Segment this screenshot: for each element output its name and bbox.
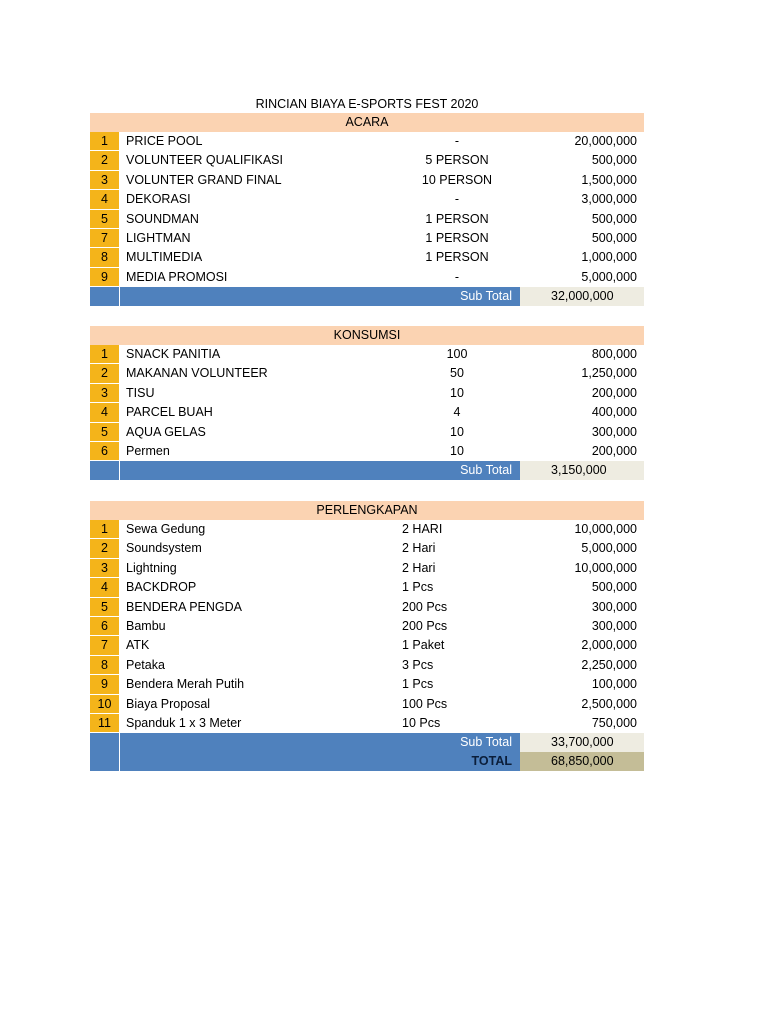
- section-konsumsi: [90, 326, 644, 480]
- item-quantity: 2 Hari: [402, 541, 436, 556]
- item-name: VOLUNTEER QUALIFIKASI: [126, 153, 283, 168]
- item-quantity: -: [454, 269, 460, 284]
- item-name: ATK: [126, 638, 150, 653]
- row-number: 7: [90, 636, 119, 655]
- item-amount: 500,000: [591, 153, 637, 168]
- total-label: TOTAL: [471, 754, 512, 769]
- table-row: [90, 695, 644, 714]
- item-name: Permen: [126, 443, 170, 458]
- row-number: 5: [90, 210, 119, 229]
- item-quantity: 100 Pcs: [402, 696, 448, 711]
- item-name: Bendera Merah Putih: [126, 677, 245, 692]
- item-name: PRICE POOL: [126, 134, 203, 148]
- table-row: [90, 714, 644, 733]
- table-row: [90, 384, 644, 403]
- item-amount: 500,000: [591, 230, 637, 245]
- item-quantity: 200 Pcs: [402, 618, 448, 633]
- row-number: 1: [90, 520, 119, 539]
- table-row: [90, 171, 644, 190]
- table-row: [90, 248, 644, 267]
- document-title: RINCIAN BIAYA E-SPORTS FEST 2020: [255, 97, 479, 111]
- subtotal-label: Sub Total: [460, 463, 512, 478]
- item-quantity: 10: [450, 443, 464, 458]
- subtotal-bar: [90, 461, 520, 480]
- row-number: 1: [90, 345, 119, 364]
- item-quantity: 10: [450, 424, 464, 439]
- table-row: [90, 520, 644, 539]
- subtotal-row: [90, 287, 644, 306]
- item-name: DEKORASI: [126, 192, 191, 207]
- section-header: ACARA: [90, 113, 644, 132]
- item-amount: 200,000: [591, 443, 637, 458]
- item-amount: 2,000,000: [581, 638, 637, 653]
- item-name: Sewa Gedung: [126, 522, 206, 536]
- item-quantity: 2 HARI: [402, 522, 443, 536]
- row-number: 4: [90, 190, 119, 209]
- item-name: Petaka: [126, 657, 165, 672]
- item-amount: 10,000,000: [574, 522, 637, 536]
- item-amount: 2,500,000: [581, 696, 637, 711]
- row-number: 3: [90, 559, 119, 578]
- subtotal-row: [90, 733, 644, 752]
- subtotal-value: 32,000,000: [520, 287, 644, 306]
- section-header: PERLENGKAPAN: [90, 501, 644, 520]
- item-amount: 1,500,000: [581, 172, 637, 187]
- item-name: Spanduk 1 x 3 Meter: [126, 715, 242, 730]
- item-quantity: 10: [450, 385, 464, 400]
- item-amount: 20,000,000: [574, 134, 637, 148]
- table-row: [90, 345, 644, 364]
- item-name: SOUNDMAN: [126, 211, 199, 226]
- item-amount: 500,000: [591, 211, 637, 226]
- item-amount: 800,000: [591, 347, 637, 361]
- row-number: 3: [90, 384, 119, 403]
- item-quantity: 1 Paket: [402, 638, 445, 653]
- item-quantity: 4: [453, 405, 461, 420]
- item-name: BACKDROP: [126, 580, 197, 595]
- table-row: [90, 268, 644, 287]
- subtotal-row: [90, 461, 644, 480]
- row-number: 11: [90, 714, 119, 733]
- item-amount: 100,000: [591, 677, 637, 692]
- item-name: TISU: [126, 385, 155, 400]
- item-amount: 400,000: [591, 405, 637, 420]
- item-amount: 300,000: [591, 599, 637, 614]
- row-number: 4: [90, 578, 119, 597]
- item-amount: 10,000,000: [574, 560, 637, 575]
- subtotal-label: Sub Total: [460, 735, 512, 750]
- item-name: MEDIA PROMOSI: [126, 269, 228, 284]
- item-name: VOLUNTER GRAND FINAL: [126, 172, 282, 187]
- item-amount: 5,000,000: [581, 269, 637, 284]
- table-row: [90, 403, 644, 422]
- section-header: KONSUMSI: [90, 326, 644, 345]
- item-quantity: 200 Pcs: [402, 599, 448, 614]
- item-name: Soundsystem: [126, 541, 202, 556]
- item-amount: 1,000,000: [581, 250, 637, 265]
- item-name: SNACK PANITIA: [126, 347, 221, 361]
- item-amount: 2,250,000: [581, 657, 637, 672]
- row-number: 9: [90, 675, 119, 694]
- row-number: 8: [90, 248, 119, 267]
- item-amount: 200,000: [591, 385, 637, 400]
- grand-total-row: [90, 752, 644, 771]
- item-quantity: 10 Pcs: [402, 715, 441, 730]
- item-quantity: 1 PERSON: [425, 230, 489, 245]
- table-row: [90, 636, 644, 655]
- item-amount: 3,000,000: [581, 192, 637, 207]
- item-name: PARCEL BUAH: [126, 405, 213, 420]
- row-number: 6: [90, 617, 119, 636]
- table-row: [90, 151, 644, 170]
- row-number: 1: [90, 132, 119, 151]
- item-amount: 500,000: [591, 580, 637, 595]
- table-row: [90, 598, 644, 617]
- row-number: 4: [90, 403, 119, 422]
- item-quantity: 10 PERSON: [421, 172, 493, 187]
- row-number: 9: [90, 268, 119, 287]
- total-bar: [90, 752, 520, 771]
- item-quantity: 3 Pcs: [402, 657, 434, 672]
- row-number: 10: [90, 695, 119, 714]
- item-quantity: 50: [450, 366, 464, 381]
- row-number: 2: [90, 151, 119, 170]
- item-quantity: 2 Hari: [402, 560, 436, 575]
- table-row: [90, 132, 644, 151]
- row-number: 2: [90, 364, 119, 383]
- item-name: Lightning: [126, 560, 177, 575]
- row-number: 8: [90, 656, 119, 675]
- total-value: 68,850,000: [520, 752, 644, 771]
- item-quantity: 5 PERSON: [425, 153, 489, 168]
- table-row: [90, 364, 644, 383]
- table-row: [90, 656, 644, 675]
- item-quantity: 1 PERSON: [425, 211, 489, 226]
- table-row: [90, 423, 644, 442]
- item-quantity: 100: [446, 347, 468, 361]
- table-row: [90, 229, 644, 248]
- item-name: Bambu: [126, 618, 166, 633]
- item-amount: 5,000,000: [581, 541, 637, 556]
- subtotal-bar: [90, 733, 520, 752]
- item-amount: 750,000: [591, 715, 637, 730]
- table-row: [90, 559, 644, 578]
- section-acara: [90, 113, 644, 306]
- subtotal-bar: [90, 287, 520, 306]
- item-amount: 300,000: [591, 424, 637, 439]
- item-name: LIGHTMAN: [126, 230, 191, 245]
- item-quantity: 1 Pcs: [402, 677, 434, 692]
- item-amount: 1,250,000: [581, 366, 637, 381]
- item-quantity: -: [454, 192, 460, 207]
- item-name: MAKANAN VOLUNTEER: [126, 366, 268, 381]
- row-number: 2: [90, 539, 119, 558]
- subtotal-label: Sub Total: [460, 289, 512, 304]
- table-row: [90, 210, 644, 229]
- subtotal-value: 33,700,000: [520, 733, 644, 752]
- table-row: [90, 442, 644, 461]
- item-name: Biaya Proposal: [126, 696, 211, 711]
- item-name: MULTIMEDIA: [126, 250, 203, 265]
- item-name: AQUA GELAS: [126, 424, 206, 439]
- item-quantity: 1 Pcs: [402, 580, 434, 595]
- table-row: [90, 190, 644, 209]
- table-row: [90, 578, 644, 597]
- item-name: BENDERA PENGDA: [126, 599, 243, 614]
- item-quantity: 1 PERSON: [425, 250, 489, 265]
- row-number: 6: [90, 442, 119, 461]
- section-perlengkapan: [90, 501, 644, 771]
- item-amount: 300,000: [591, 618, 637, 633]
- subtotal-value: 3,150,000: [520, 461, 644, 480]
- row-number: 5: [90, 423, 119, 442]
- table-row: [90, 675, 644, 694]
- table-row: [90, 539, 644, 558]
- table-row: [90, 617, 644, 636]
- row-number: 5: [90, 598, 119, 617]
- item-quantity: -: [454, 134, 460, 148]
- row-number: 7: [90, 229, 119, 248]
- row-number: 3: [90, 171, 119, 190]
